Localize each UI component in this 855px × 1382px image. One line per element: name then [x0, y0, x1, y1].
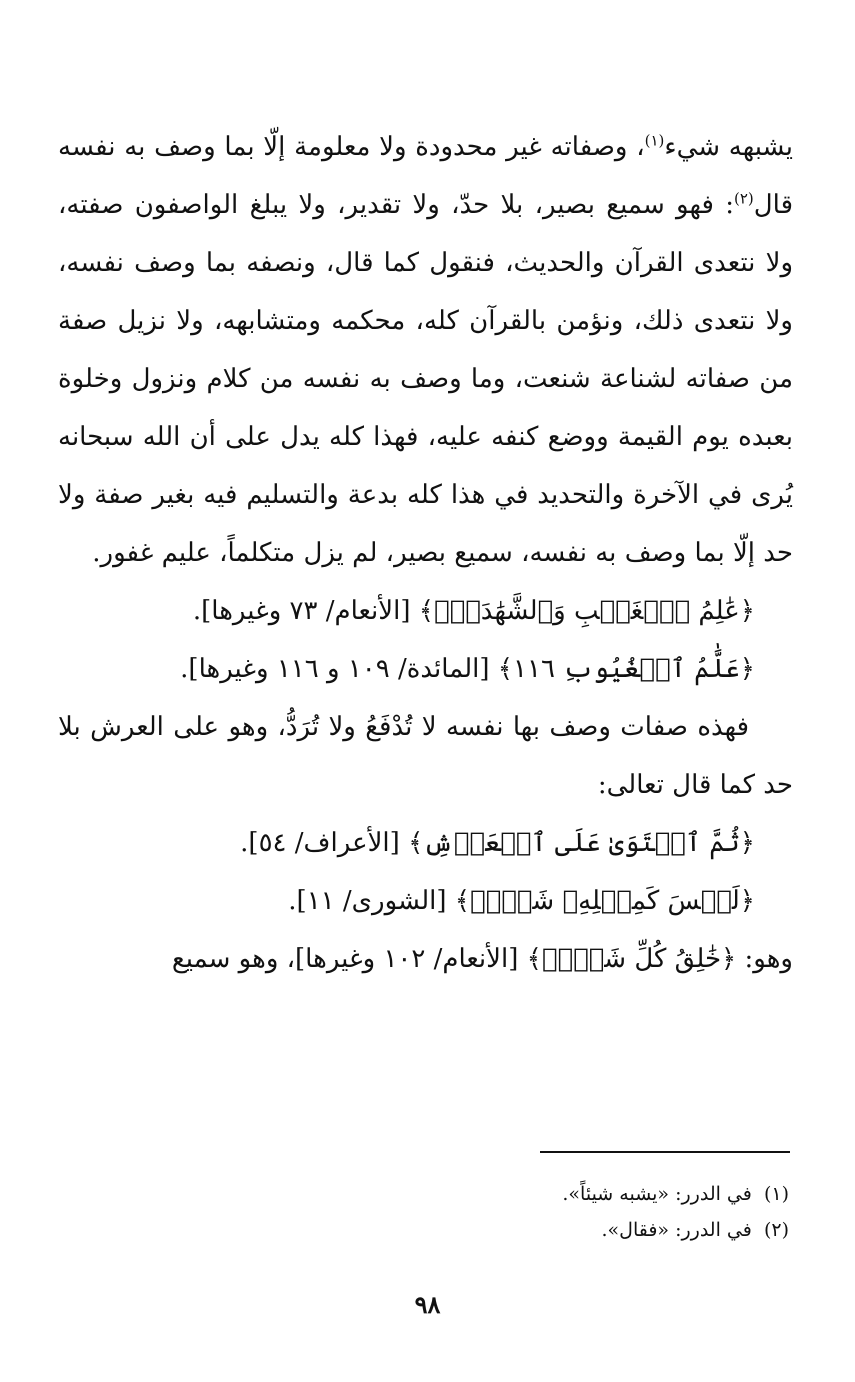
- verse-text: عَلَّٰمُ ٱلۡغُيُوبِ ١١٦: [513, 654, 740, 684]
- quran-open-bracket: ﴿: [739, 886, 755, 916]
- quran-close-bracket: ﴾: [454, 886, 470, 916]
- verse-reference: [الأنعام/ ٧٣ وغيرها].: [192, 596, 419, 626]
- verse-text: لَيۡسَ كَمِثۡلِهِۦ شَيۡءٞ: [470, 886, 740, 916]
- footnote-text: في الدرر: «يشبه شيئاً».: [562, 1183, 752, 1205]
- footnote-2: [54, 1212, 789, 1248]
- verse-reference: [الشورى/ ١١].: [288, 886, 455, 916]
- quran-open-bracket: ﴿: [739, 828, 755, 858]
- quran-close-bracket: ﴾: [497, 654, 514, 684]
- footnote-number: (١): [763, 1183, 789, 1205]
- footnote-1: [54, 1176, 789, 1212]
- quran-open-bracket: ﴿: [739, 596, 755, 626]
- quran-open-bracket: ﴿: [721, 944, 737, 974]
- quran-close-bracket: ﴾: [526, 944, 542, 974]
- quran-open-bracket: ﴿: [739, 654, 755, 684]
- footnotes: [54, 1176, 789, 1248]
- paragraph-1-start: يشبهه شيء: [664, 132, 793, 162]
- footnote-text: في الدرر: «فقال».: [601, 1219, 752, 1241]
- verse-text: عَٰلِمُ ٱلۡغَيۡبِ وَٱلشَّهَٰدَةِۚ: [434, 596, 740, 626]
- paragraph-1-end: : فهو سميع بصير، بلا حدّ، ولا تقدير، ولا يبلغ الواصفون صفته، ولا نتعدى القرآن والحديث، فنقول كما قال، ونصفه بما وصف نفسه، ولا نتعدى ذلك، ونؤمن بالقرآن كله، محكمه ومتشابهه، ولا نزيل صفة من صفاته لشناعة شنعت، وما وصف به نفسه من كلام ونزول وخلوة بعبده يوم القيمة ووضع كنفه عليه، فهذا كله يدل على أن الله سبحانه يُرى في الآخرة والتحديد في هذا كله بدعة والتسليم فيه بغير صفة ولا حد إلّا بما وصف به نفسه، سميع بصير، لم يزل متكلماً، عليم غفور.: [58, 190, 793, 568]
- verse-line: [58, 872, 793, 930]
- quran-close-bracket: ﴾: [408, 828, 424, 858]
- footnote-ref-1: (١): [644, 131, 665, 150]
- quran-close-bracket: ﴾: [418, 596, 434, 626]
- paragraph-1-middle: ، وصفاته غير محدودة ولا معلومة إلّا بما وصف به نفسه قال: [58, 132, 793, 220]
- footnote-number: (٢): [763, 1219, 789, 1241]
- main-text: [58, 118, 793, 988]
- page-number: ٩٨: [414, 1290, 441, 1319]
- verse-line: [58, 582, 793, 640]
- verse-line: [58, 814, 793, 872]
- paragraph-2: فهذه صفات وصف بها نفسه لا تُدْفَعُ ولا تُرَدُّ، وهو على العرش بلا حد كما قال تعالى:: [58, 712, 793, 800]
- verse-line: [58, 640, 793, 698]
- footnote-ref-2: (٢): [733, 189, 754, 208]
- verse-reference: [الأعراف/ ٥٤].: [240, 828, 409, 858]
- paragraph-3: [58, 930, 793, 988]
- verse-text: ثُمَّ ٱسۡتَوَىٰ عَلَى ٱلۡعَرۡشِ: [423, 828, 740, 858]
- verse-reference: [المائدة/ ١٠٩ و ١١٦ وغيرها].: [180, 654, 498, 684]
- verse-text: خَٰلِقُ كُلِّ شَيۡءٖ: [541, 944, 722, 974]
- paragraph-3-rest: [الأنعام/ ١٠٢ وغيرها]، وهو سميع: [171, 944, 527, 974]
- paragraph-3-lead: وهو:: [736, 944, 793, 974]
- paragraph-1: [58, 118, 793, 582]
- footnote-divider: [540, 1151, 790, 1153]
